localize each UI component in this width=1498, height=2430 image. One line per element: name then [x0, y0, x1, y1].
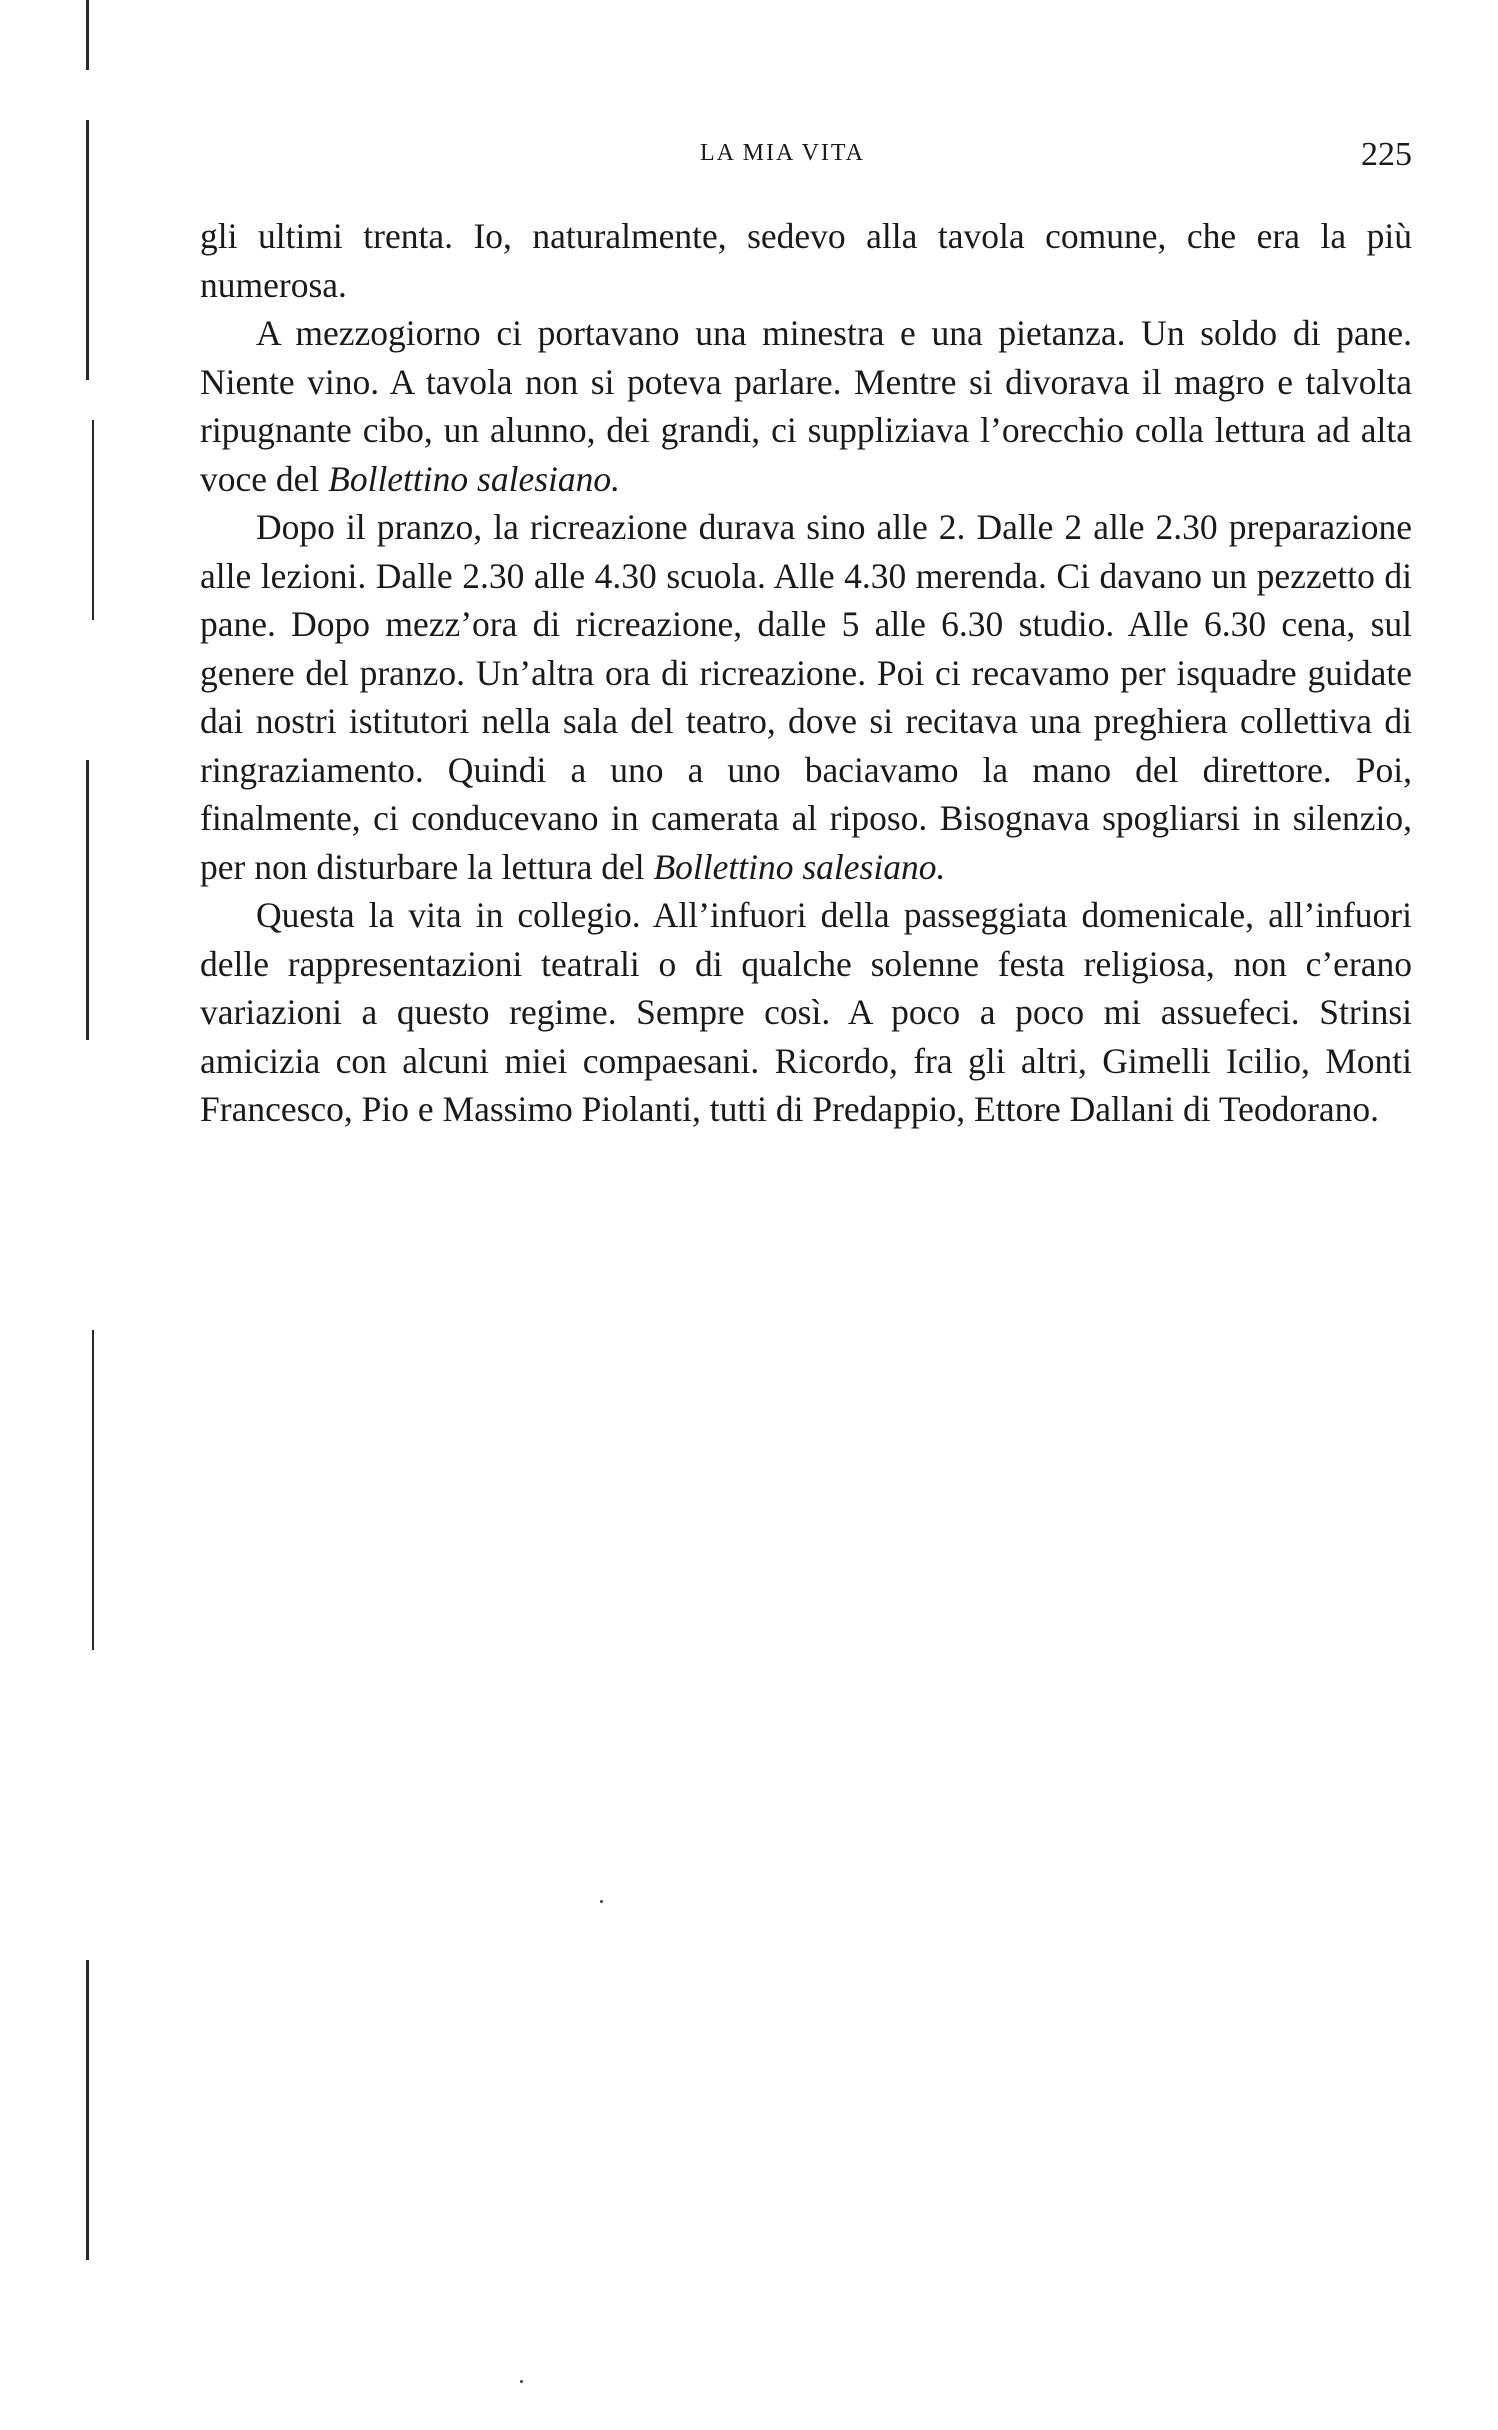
running-head [200, 136, 1412, 176]
page-number: 225 [1361, 136, 1412, 173]
paragraph [200, 891, 1412, 1134]
scan-edge-mark [86, 760, 89, 1040]
paragraph [200, 503, 1412, 891]
running-title: LA MIA VITA [700, 140, 865, 166]
text-run: gli ultimi trenta. Io, naturalmente, sedevo alla tavola comune, che era la più numerosa. [200, 216, 1412, 305]
text-run: A mezzogiorno ci portavano una minestra e una pietanza. Un soldo di pane. Niente vino. A tavola non si poteva parlare. Mentre si divorava il magro e talvolta ripugnante cibo, un alunno, dei grandi, ci suppliziava l’orecchio colla lettura ad alta voce del [200, 313, 1412, 499]
scan-edge-mark [92, 420, 94, 620]
book-title: Bollettino salesiano. [653, 846, 946, 887]
scan-edge-mark [86, 0, 89, 70]
paragraph [200, 309, 1412, 503]
scan-edge-mark [86, 120, 89, 380]
scan-edge-mark [92, 1330, 94, 1650]
scan-edge-mark [86, 1960, 89, 2260]
scan-speck [520, 2380, 523, 2383]
book-title: Bollettino salesiano. [328, 458, 621, 499]
text-run: Dopo il pranzo, la ricreazione durava sino alle 2. Dalle 2 alle 2.30 preparazione alle lezioni. Dalle 2.30 alle 4.30 scuola. Alle 4.30 merenda. Ci davano un pezzetto di pane. Dopo mezz’ora di ricreazione, dalle 5 alle 6.30 studio. Alle 6.30 cena, sul genere del pranzo. Un’altra ora di ricreazione. Poi ci recavamo per isquadre guidate dai nostri istitutori nella sala del teatro, dove si recitava una preghiera collettiva di ringraziamento. Quindi a uno a uno baciavamo la mano del direttore. Poi, finalmente, ci conducevano in camerata al riposo. Bisognava spogliarsi in silenzio, per non disturbare la lettura del [200, 507, 1412, 887]
body-text [200, 212, 1412, 1134]
paragraph [200, 212, 1412, 309]
scan-speck [600, 1900, 603, 1903]
text-run: Questa la vita in collegio. All’infuori della passeggiata domenicale, all’infuori delle rappresentazioni teatrali o di qualche solenne festa religiosa, non c’erano variazioni a questo regime. Sempre così. A poco a poco mi assuefeci. Strinsi amicizia con alcuni miei compaesani. Ricordo, fra gli altri, Gimelli Icilio, Monti Francesco, Pio e Massimo Piolanti, tutti di Predappio, Ettore Dallani di Teodorano. [200, 895, 1412, 1129]
